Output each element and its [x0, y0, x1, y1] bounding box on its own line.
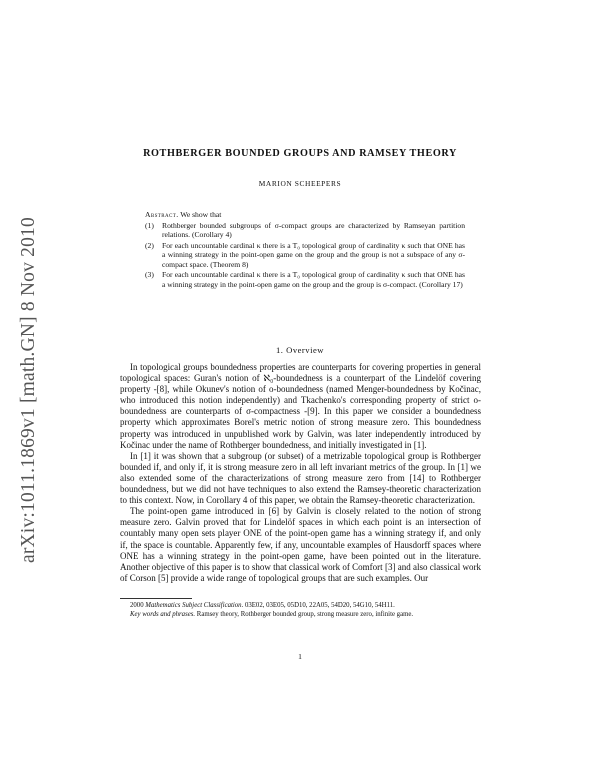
abstract-item-number: (3): [145, 270, 154, 279]
abstract: [145, 210, 465, 290]
abstract-item: [145, 221, 465, 240]
keywords-footnote: [120, 611, 481, 620]
abstract-lead-text: We show that: [180, 210, 222, 219]
abstract-item-text: For each uncountable cardinal κ there is a T₀ topological group of cardinality κ such that ONE has a winning strategy in the point-open game on the group and the group is σ-compact. (Corollary 17): [162, 270, 465, 289]
keywords-label: Key words and phrases.: [130, 610, 196, 618]
paper-title: ROTHBERGER BOUNDED GROUPS AND RAMSEY THEORY: [143, 148, 457, 159]
footnotes: [120, 602, 481, 620]
abstract-item-text: Rothberger bounded subgroups of σ-compact groups are characterized by Ramseyan partition relations. (Corollary 4): [162, 220, 465, 239]
msc-footnote: [120, 602, 481, 611]
body-text: [120, 362, 481, 584]
msc-year: 2000: [130, 602, 144, 609]
abstract-list: [145, 221, 465, 290]
section-heading: [0, 345, 600, 355]
section-title-text: Overview: [286, 345, 324, 355]
abstract-item-number: (1): [145, 220, 154, 230]
abstract-item-text: For each uncountable cardinal κ there is a T₀ topological group of cardinality κ such that ONE has a winning strategy in the point-open game on the group and the group is not a subspace of any σ-compact space. (Theorem 8): [162, 240, 465, 269]
body-paragraph: In topological groups boundedness properties are counterparts for covering properties in general topological spaces: Guran's notion of ℵ₀-boundedness is a counterpart of the Lindelöf covering property -[8], while Okunev's notion of o-boundedness (named Menger-boundedness by Kočinac, who introduced this notion independently) and Tkachenko's corresponding property of strict o-boundedness are counterparts of σ-compactness -[9]. In this paper we consider a boundedness property which approximates Borel's metric notion of strong measure zero. This boundedness property was introduced in unpublished work by Galvin, was later independently introduced by Kočinac under the name of Rothberger boundedness, and initially investigated in [1].: [120, 362, 481, 450]
abstract-item: [145, 270, 465, 289]
abstract-label: Abstract.: [145, 210, 179, 219]
abstract-lead: [145, 210, 465, 220]
abstract-item-number: (2): [145, 240, 154, 250]
page-number: 1: [298, 652, 302, 661]
arxiv-identifier-stamp: arXiv:1011.1869v1 [math.GN] 8 Nov 2010: [18, 217, 39, 563]
msc-codes: 03E02, 03E05, 05D10, 22A05, 54D20, 54G10, 54H11.: [244, 602, 395, 609]
body-paragraph: In [1] it was shown that a subgroup (or subset) of a metrizable topological group is Rothberger bounded if, and only if, it is strong measure zero in all left invariant metrics of the group. In [1] we also extended some of the characterizations of strong measure zero from [14] to Rothberger boundedness, but we did not have techniques to also extend the Ramsey-theoretic characterization to this context. Now, in Corollary 4 of this paper, we obtain the Ramsey-theoretic characterization.: [120, 450, 481, 506]
keywords-text: Ramsey theory, Rothberger bounded group, strong measure zero, infinite game.: [196, 610, 414, 618]
body-paragraph: The point-open game introduced in [6] by Galvin is closely related to the notion of strong measure zero. Galvin proved that for Lindelöf spaces in which each point is an intersection of countably many open sets player ONE of the point-open game has a winning strategy if, and only if, the space is countable. Apparently few, if any, uncountable examples of Hausdorff spaces where ONE has a winning strategy in the point-open game, have been pointed out in the literature. Another objective of this paper is to show that classical work of Comfort [3] and also classical work of Corson [5] provide a wide range of topological groups that are such examples. Our: [120, 506, 481, 583]
abstract-item: [145, 241, 465, 270]
section-number: 1.: [276, 345, 284, 355]
paper-author: MARION SCHEEPERS: [258, 179, 342, 188]
msc-label: Mathematics Subject Classification.: [145, 602, 244, 609]
footnote-rule: [120, 598, 192, 599]
